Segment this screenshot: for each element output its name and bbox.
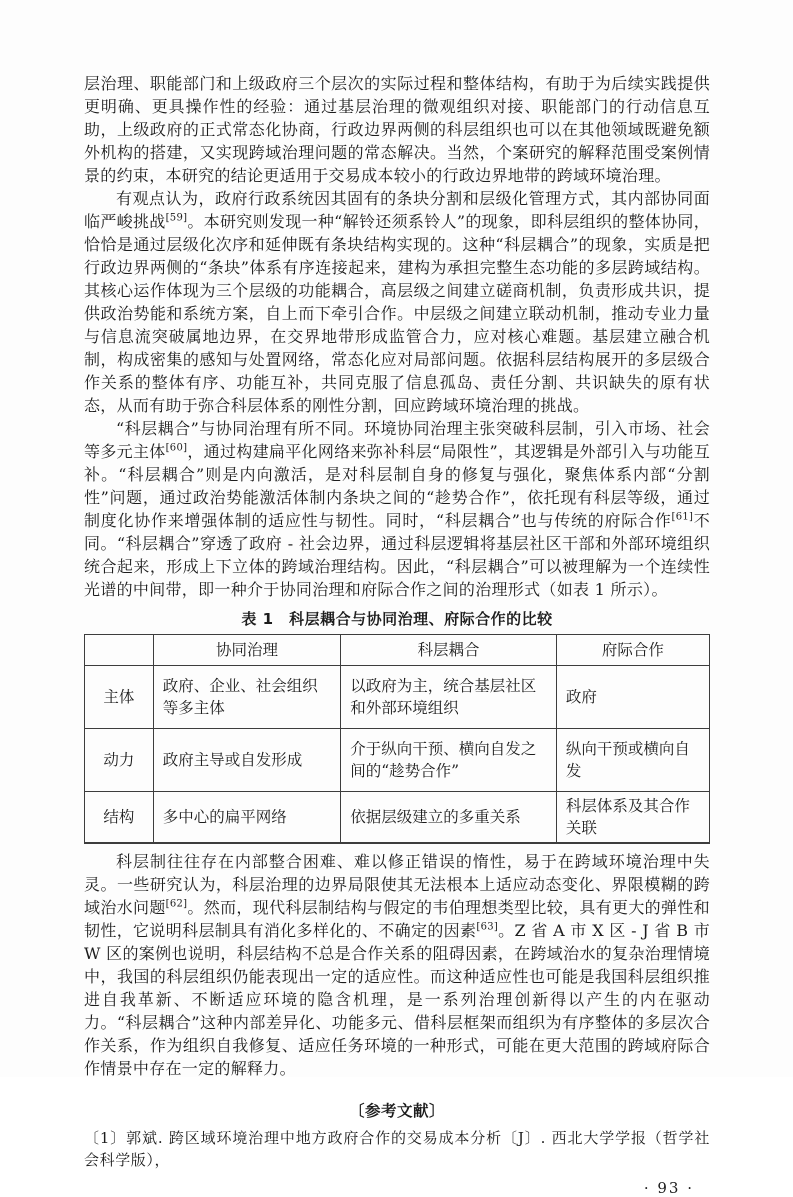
footnote-ref: [61] <box>671 511 694 523</box>
table-row <box>85 792 710 844</box>
references-list <box>84 1127 710 1171</box>
references-heading: 〔参考文献〕 <box>348 1102 445 1120</box>
table-cell: 政府 <box>556 666 709 729</box>
reference-item: 〔1〕郭斌. 跨区域环境治理中地方政府合作的交易成本分析〔J〕. 西北大学学报（哲学社会科学版）， <box>84 1129 710 1169</box>
table-cell: 以政府为主，统合基层社区和外部环境组织 <box>341 666 557 729</box>
table-header-cell: 府际合作 <box>556 635 709 666</box>
footnote-ref: [60] <box>165 442 188 454</box>
comparison-table-body <box>85 666 710 844</box>
body-text-after-table <box>84 850 710 1080</box>
footnote-ref: [59] <box>165 212 188 224</box>
table-row-label: 结构 <box>85 792 154 844</box>
page-number: · 93 · <box>643 1179 694 1197</box>
comparison-table <box>84 634 710 844</box>
paragraph: 科层制往往存在内部整合困难、难以修正错误的惰性，易于在跨域环境治理中失灵。一些研究认为，科层治理的边界局限使其无法根本上适应动态变化、界限模糊的跨域治水问题[62]。然而，现代科层制结构与假定的韦伯理想类型比较，具有更大的弹性和韧性，它说明科层制具有消化多样化的、不确定的因素[63]。Z 省 A 市 X 区 - J 省 B 市 W 区的案例也说明，科层结构不总是合作关系的阻碍因素，在跨域治水的复杂治理情境中，我国的科层组织仍能表现出一定的适应性。而这种适应性也可能是我国科层组织推进自我革新、不断适应环境的隐含机理，是一系列治理创新得以产生的内在驱动力。“科层耦合”这种内部差异化、功能多元、借科层框架而组织为有序整体的多层次合作关系，作为组织自我修复、适应任务环境的一种形式，可能在更大范围的跨域府际合作情景中存在一定的解释力。 <box>84 852 710 1078</box>
table-header-cell <box>85 635 154 666</box>
comparison-table-header <box>85 635 710 666</box>
table-header-cell: 协同治理 <box>153 635 341 666</box>
table-cell: 多中心的扁平网络 <box>153 792 341 844</box>
table-row-label: 动力 <box>85 729 154 792</box>
table-caption: 表 1 科层耦合与协同治理、府际合作的比较 <box>241 610 553 628</box>
table-cell: 科层体系及其合作关联 <box>556 792 709 844</box>
page-content <box>84 72 710 1197</box>
footnote-ref: [62] <box>165 898 188 910</box>
table-cell: 依据层级建立的多重关系 <box>341 792 557 844</box>
paragraph: 层治理、职能部门和上级政府三个层次的实际过程和整体结构，有助于为后续实践提供更明确、更具操作性的经验：通过基层治理的微观组织对接、职能部门的行动信息互助，上级政府的正式常态化协商，行政边界两侧的科层组织也可以在其他领域既避免额外机构的搭建，又实现跨域治理问题的常态解决。当然，个案研究的解释范围受案例情景的约束，本研究的结论更适用于交易成本较小的行政边界地带的跨域环境治理。 <box>84 74 710 185</box>
table-header-row <box>85 635 710 666</box>
paragraph: 有观点认为，政府行政系统因其固有的条块分割和层级化管理方式，其内部协同面临严峻挑战[59]。本研究则发现一种“解铃还须系铃人”的现象，即科层组织的整体协同，恰恰是通过层级化次序和延伸既有条块结构实现的。这种“科层耦合”的现象，实质是把行政边界两侧的“条块”体系有序连接起来，建构为承担完整生态功能的多层跨域结构。其核心运作体现为三个层级的功能耦合，高层级之间建立磋商机制，负责形成共识，提供政治势能和系统方案，自上而下牵引合作。中层级之间建立联动机制，推动专业力量与信息流突破属地边界，在交界地带形成监管合力，应对核心难题。基层建立融合机制，构成密集的感知与处置网络，常态化应对局部问题。依据科层结构展开的多层级合作关系的整体有序、功能互补，共同克服了信息孤岛、责任分割、共识缺失的原有状态，从而有助于弥合科层体系的刚性分割，回应跨域环境治理的挑战。 <box>84 189 710 415</box>
table-row <box>85 729 710 792</box>
table-cell: 纵向干预或横向自发 <box>556 729 709 792</box>
table-header-cell: 科层耦合 <box>341 635 557 666</box>
table-cell: 介于纵向干预、横向自发之间的“趁势合作” <box>341 729 557 792</box>
body-text-before-table <box>84 72 710 601</box>
footnote-ref: [63] <box>476 921 499 933</box>
paragraph: “科层耦合”与协同治理有所不同。环境协同治理主张突破科层制，引入市场、社会等多元主体[60]，通过构建扁平化网络来弥补科层“局限性”，其逻辑是外部引入与功能互补。“科层耦合”则是内向激活，是对科层制自身的修复与强化，聚焦体系内部“分割性”问题，通过政治势能激活体制内条块之间的“趁势合作”，依托现有科层等级，通过制度化协作来增强体制的适应性与韧性。同时，“科层耦合”也与传统的府际合作[61]不同。“科层耦合”穿透了政府 - 社会边界，通过科层逻辑将基层社区干部和外部环境组织统合起来，形成上下立体的跨域治理结构。因此，“科层耦合”可以被理解为一个连续性光谱的中间带，即一种介于协同治理和府际合作之间的治理形式（如表 1 所示）。 <box>84 419 710 599</box>
table-cell: 政府主导或自发形成 <box>153 729 341 792</box>
table-row-label: 主体 <box>85 666 154 729</box>
table-cell: 政府、企业、社会组织等多主体 <box>153 666 341 729</box>
table-row <box>85 666 710 729</box>
